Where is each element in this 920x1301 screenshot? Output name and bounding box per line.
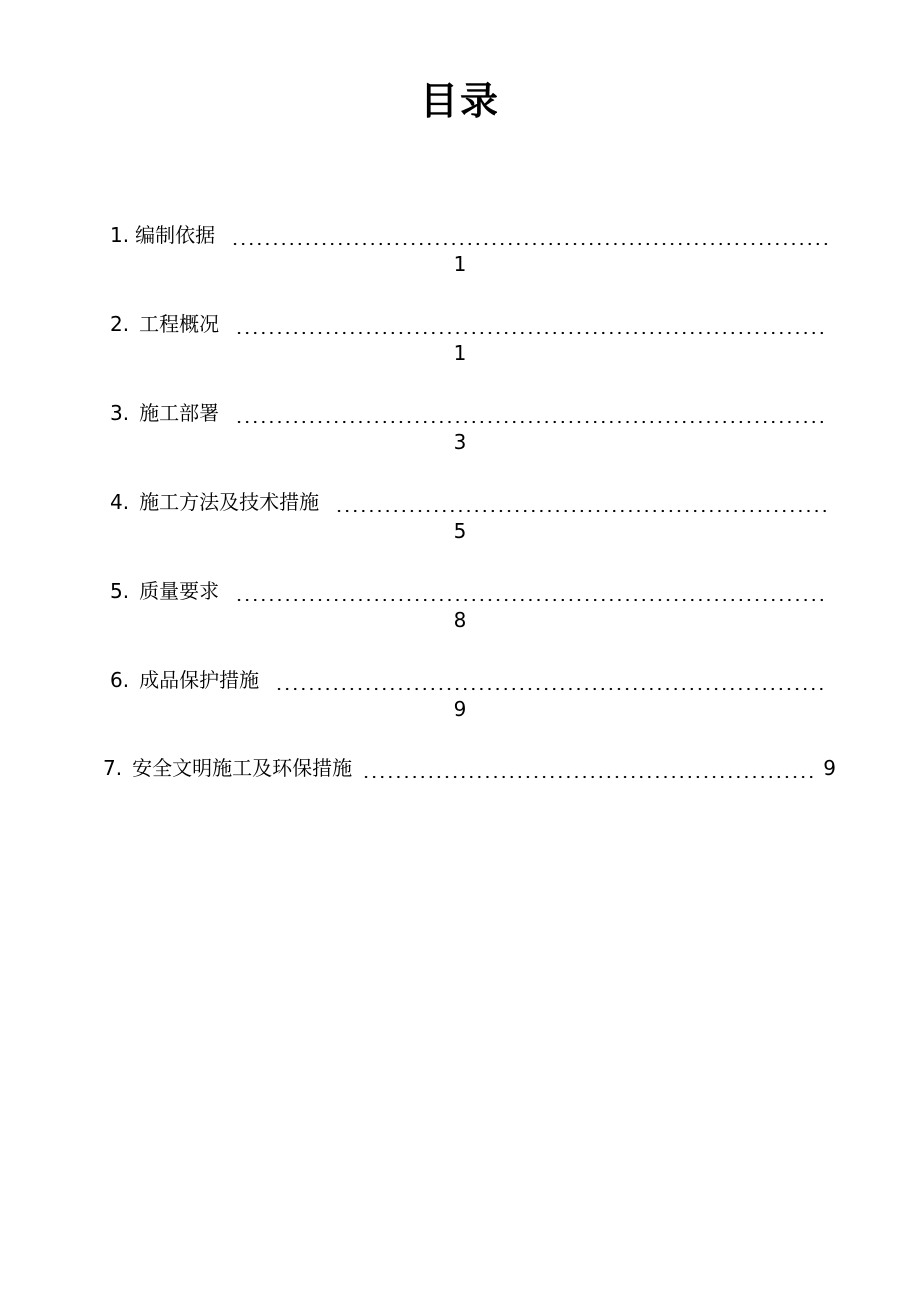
toc-entry-label: 施工方法及技术措施: [139, 490, 320, 514]
toc-entry-number: 3.: [110, 401, 130, 425]
toc-dot-leader: [231, 234, 828, 246]
toc-entry-label: 安全文明施工及环保措施: [132, 756, 353, 780]
toc-entry-page: 1: [453, 252, 467, 276]
toc-entry-page: 5: [453, 519, 467, 543]
toc-dot-leader: [235, 590, 828, 602]
toc-entry-number: 6.: [110, 668, 130, 692]
toc-entry-page: 8: [453, 608, 467, 632]
toc-entry-label: 编制依据: [135, 223, 216, 247]
toc-dot-leader: [335, 501, 828, 513]
toc-entry-page: 1: [453, 341, 467, 365]
toc-dot-leader: [235, 412, 828, 424]
toc-entry-page: 9: [453, 697, 467, 721]
toc-entry-number: 4.: [110, 490, 130, 514]
toc-entry-label: 施工部署: [139, 401, 220, 425]
toc-entry-number: 7.: [103, 756, 123, 780]
toc-dot-leader: [362, 767, 813, 779]
toc-entry-label: 成品保护措施: [139, 668, 260, 692]
toc-dot-leader: [235, 323, 828, 335]
toc-entry-number: 5.: [110, 579, 130, 603]
toc-entry-number: 2.: [110, 312, 130, 336]
page-title: 目录: [419, 79, 500, 123]
toc-entry-number: 1.: [110, 223, 130, 247]
toc-dot-leader: [275, 679, 828, 691]
toc-entry-label: 工程概况: [139, 312, 220, 336]
toc-entry-label: 质量要求: [139, 579, 220, 603]
toc-entry-page: 9: [823, 756, 836, 780]
toc-entry-page: 3: [453, 430, 467, 454]
